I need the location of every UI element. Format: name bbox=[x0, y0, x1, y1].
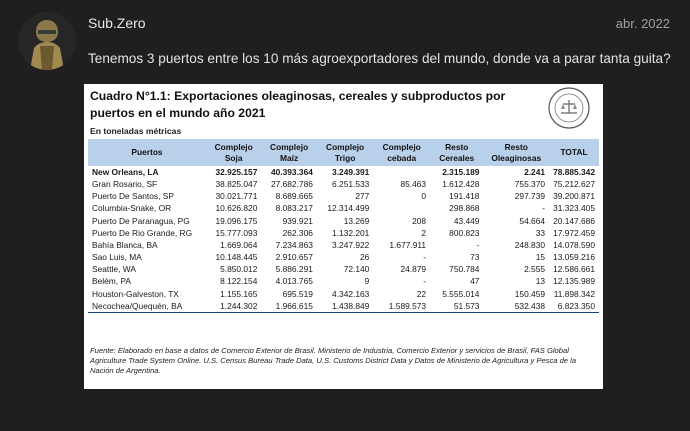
column-header: Resto Oleaginosas bbox=[491, 141, 542, 163]
port-name: Houston-Galveston, TX bbox=[92, 288, 179, 299]
port-name: Puerto De Paranagua, PG bbox=[92, 215, 190, 226]
ninja-avatar-icon bbox=[18, 12, 76, 70]
table-cell: 208 bbox=[412, 215, 427, 226]
table-cell: 277 bbox=[355, 191, 370, 202]
table-cell: 4.013.765 bbox=[275, 276, 313, 287]
table-cell: 939.921 bbox=[282, 215, 313, 226]
table-cell: 248.830 bbox=[514, 239, 546, 250]
table-cell: 1.438.849 bbox=[317, 300, 373, 313]
table-cell: 17.972.459 bbox=[553, 227, 595, 238]
table-cell: 1.589.573 bbox=[373, 300, 430, 313]
source-footnote: Fuente: Elaborado en base a datos de Comercio Exterior de Brasil. Ministerio de Industria, Comercio Exterior y servicios de Brasil, FAS Global Agriculture Trade System Online. U.S. Census Bureau Trade Data, U.S. Customs District Data y Datos de Ministerio de Agricultura y Pesca de la Nación de Argentina. bbox=[90, 346, 577, 375]
table-cell: 532.438 bbox=[483, 300, 549, 313]
table-cell: 31.323.405 bbox=[553, 203, 595, 214]
table-cell: 8.122.154 bbox=[220, 276, 258, 287]
table-cell: 1.612.428 bbox=[442, 178, 480, 189]
table-row bbox=[88, 215, 599, 227]
table-title: Cuadro N°1.1: Exportaciones oleaginosas, cereales y subproductos por puertos en el mundo año 2021 bbox=[90, 89, 506, 120]
port-name: Columbia-Snake, OR bbox=[92, 203, 172, 214]
table-cell: 755.370 bbox=[514, 178, 546, 189]
table-cell: 191.418 bbox=[449, 191, 480, 202]
table-row bbox=[88, 288, 599, 300]
port-name: Gran Rosario, SF bbox=[92, 178, 158, 189]
table-cell: - bbox=[423, 276, 427, 287]
table-cell: 1.966.615 bbox=[261, 300, 317, 313]
table-cell: 298.868 bbox=[449, 203, 480, 214]
table-row bbox=[88, 178, 599, 190]
table-row bbox=[88, 190, 599, 202]
table-cell: 800.823 bbox=[449, 227, 480, 238]
table-cell: 24.879 bbox=[400, 264, 427, 275]
table-cell: - bbox=[542, 203, 546, 214]
table-cell: 8.083.217 bbox=[275, 203, 313, 214]
table-cell: 15.777.093 bbox=[215, 227, 258, 238]
port-name: New Orleans, LA bbox=[92, 166, 159, 177]
table-cell: 14.078.590 bbox=[553, 239, 595, 250]
table-header-row bbox=[88, 139, 599, 166]
column-header: Resto Cereales bbox=[439, 141, 475, 163]
port-name: Belém, PA bbox=[92, 276, 131, 287]
table-cell: 7.234.863 bbox=[275, 239, 313, 250]
table-cell: 20.147.686 bbox=[553, 215, 595, 226]
column-header: Complejo Soja bbox=[214, 141, 253, 163]
table-cell: 2.555 bbox=[524, 264, 546, 275]
username[interactable]: Sub.Zero bbox=[88, 15, 146, 31]
port-name: Seattle, WA bbox=[92, 264, 136, 275]
post-text: Tenemos 3 puertos entre los 10 más agroexportadores del mundo, donde va a parar tanta guita? bbox=[88, 51, 671, 66]
column-header: Complejo Maíz bbox=[270, 141, 309, 163]
table-cell: 12.135.989 bbox=[553, 276, 595, 287]
avatar[interactable] bbox=[18, 12, 76, 70]
table-subtitle: En toneladas métricas bbox=[90, 126, 182, 136]
table-row bbox=[88, 227, 599, 239]
table-cell: 13 bbox=[535, 276, 546, 287]
table-row bbox=[88, 264, 599, 276]
column-header: Puertos bbox=[131, 147, 163, 158]
table-cell: 1.132.201 bbox=[332, 227, 370, 238]
table-cell: 40.393.364 bbox=[270, 166, 313, 177]
table-row bbox=[88, 239, 599, 251]
table-cell: 750.784 bbox=[449, 264, 480, 275]
table-cell: 6.823.350 bbox=[549, 300, 599, 313]
table-cell: 6.251.533 bbox=[332, 178, 370, 189]
table-cell: 695.519 bbox=[282, 288, 313, 299]
table-cell: 73 bbox=[470, 252, 480, 263]
table-cell: 39.200.871 bbox=[553, 191, 595, 202]
port-name: Bahía Blanca, BA bbox=[92, 239, 158, 250]
table-row bbox=[88, 276, 599, 288]
table-cell bbox=[373, 203, 430, 215]
table-cell bbox=[373, 166, 430, 178]
table-row bbox=[88, 203, 599, 215]
table-cell: 30.021.771 bbox=[215, 191, 258, 202]
table-cell: 5.555.014 bbox=[442, 288, 480, 299]
post-date[interactable]: abr. 2022 bbox=[615, 16, 670, 31]
table-cell: 32.925.157 bbox=[215, 166, 258, 177]
table-cell: 43.449 bbox=[453, 215, 480, 226]
table-cell: 85.463 bbox=[400, 178, 427, 189]
table-cell: - bbox=[476, 239, 480, 250]
port-name: Sao Luis, MA bbox=[92, 252, 142, 263]
table-row bbox=[88, 251, 599, 263]
table-cell: 26 bbox=[359, 252, 370, 263]
table-cell: 1.677.911 bbox=[389, 239, 427, 250]
exports-table bbox=[88, 139, 599, 313]
table-cell: 22 bbox=[416, 288, 427, 299]
table-row bbox=[88, 166, 599, 178]
table-cell: 297.739 bbox=[514, 191, 546, 202]
table-cell: 33 bbox=[535, 227, 546, 238]
port-name: Puerto De Rio Grande, RG bbox=[92, 227, 193, 238]
table-cell: 15 bbox=[535, 252, 546, 263]
table-cell: 72.140 bbox=[343, 264, 370, 275]
table-cell: 1.669.064 bbox=[220, 239, 258, 250]
table-cell: 10.626.820 bbox=[215, 203, 258, 214]
table-cell: 27.682.786 bbox=[270, 178, 313, 189]
table-cell: 75.212.627 bbox=[553, 178, 595, 189]
table-cell: 1.155.165 bbox=[220, 288, 258, 299]
table-cell: 150.459 bbox=[514, 288, 546, 299]
table-cell: 2.315.189 bbox=[442, 166, 480, 177]
table-cell: 13.059.216 bbox=[553, 252, 595, 263]
table-cell: 2 bbox=[421, 227, 427, 238]
table-cell: 0 bbox=[421, 191, 427, 202]
table-cell: 19.096.175 bbox=[215, 215, 258, 226]
table-cell: 262.306 bbox=[282, 227, 313, 238]
table-cell: 3.247.922 bbox=[332, 239, 370, 250]
table-cell: 11.898.342 bbox=[553, 288, 595, 299]
column-header: TOTAL bbox=[560, 147, 588, 158]
table-cell: 2.241 bbox=[524, 166, 546, 177]
table-cell: 12.586.661 bbox=[553, 264, 595, 275]
column-header: Complejo cebada bbox=[382, 141, 421, 163]
table-cell: 78.885.342 bbox=[553, 166, 595, 177]
port-name: Puerto De Santos, SP bbox=[92, 191, 174, 202]
table-cell: 10.148.445 bbox=[215, 252, 258, 263]
table-cell: 13.269 bbox=[343, 215, 370, 226]
table-cell: 47 bbox=[470, 276, 480, 287]
table-row bbox=[88, 300, 599, 313]
table-cell: 38.825.047 bbox=[215, 178, 258, 189]
table-cell: 4.342.163 bbox=[332, 288, 370, 299]
table-cell: 54.664 bbox=[519, 215, 546, 226]
table-cell: 5.850.012 bbox=[220, 264, 258, 275]
table-cell: 1.244.302 bbox=[206, 300, 261, 313]
table-cell: 3.249.391 bbox=[332, 166, 370, 177]
table-cell: - bbox=[423, 252, 427, 263]
ministry-seal-icon bbox=[547, 86, 591, 130]
table-cell: 2.910.657 bbox=[275, 252, 313, 263]
table-cell: 51.573 bbox=[430, 300, 483, 313]
column-header: Complejo Trigo bbox=[326, 141, 365, 163]
table-cell: 5.886.291 bbox=[275, 264, 313, 275]
table-cell: 9 bbox=[364, 276, 370, 287]
post-image[interactable] bbox=[84, 84, 603, 389]
table-cell: 8.689.665 bbox=[275, 191, 313, 202]
table-cell: 12.314.499 bbox=[327, 203, 370, 214]
port-name: Necochea/Quequén, BA bbox=[88, 300, 206, 313]
